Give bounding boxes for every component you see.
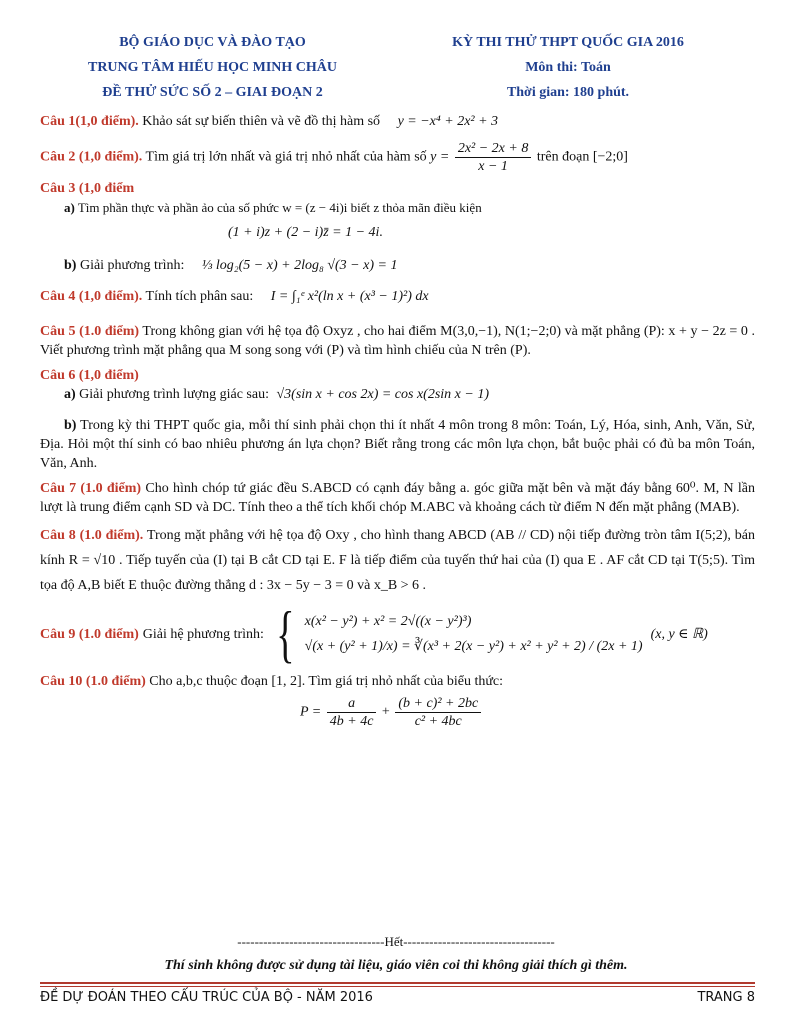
question-8-text: Trong mặt phẳng với hệ tọa độ Oxy , cho hình thang ABCD (AB // CD) nội tiếp đường tròn tâm I(5;2), bán kính R = √10 . Tiếp tuyến của (I) tại B cắt CD tại E. F là tiếp điểm của tuyến thứ hai của (I) qua E . AF cắt CD tại T(5;5). Tìm tọa độ A,B biết E thuộc đường thẳng d : 3x − 5y − 3 = 0 và x_B > 6 .: [40, 528, 755, 593]
question-6a-text: Giải phương trình lượng giác sau:: [79, 387, 269, 402]
ministry-name: BỘ GIÁO DỤC VÀ ĐÀO TẠO: [119, 35, 306, 50]
question-3a-text: Tìm phần thực và phần ảo của số phức w = (z − 4i)i biết z thỏa mãn điều kiện: [77, 200, 482, 215]
fraction-2-denominator: c² + 4bc: [414, 714, 462, 729]
system-equation-2: √(x + (y² + 1)/x) = ∛(x³ + 2(x − y²) + x² + y² + 2) / (2x + 1): [304, 639, 643, 654]
exam-note: Thí sinh không được sử dụng tài liệu, giáo viên coi thi không giải thích gì thêm.: [164, 958, 628, 973]
question-10-eq-lhs: P =: [300, 704, 322, 720]
system-equation-1: x(x² − y²) + x² = 2√((x − y²)³): [304, 614, 472, 629]
question-7: [40, 479, 755, 517]
question-1-equation: y = −x⁴ + 2x² + 3: [397, 114, 499, 129]
question-6: [40, 366, 755, 473]
fraction-2-numerator: (b + c)² + 2bc: [395, 695, 481, 713]
question-2-tail: trên đoạn [−2;0]: [536, 149, 628, 165]
question-10-text: Cho a,b,c thuộc đoạn [1, 2]. Tìm giá trị nhỏ nhất của biểu thức:: [149, 674, 504, 689]
page-number: TRANG 8: [697, 990, 755, 1005]
question-3a-equation: (1 + i)z + (2 − i)z̄ = 1 − 4i.: [228, 225, 383, 240]
end-marker: ----------------------------------Hết-----------------------------------: [237, 934, 555, 949]
question-3-label: Câu 3 (1,0 điểm: [40, 181, 135, 196]
question-3: [40, 179, 755, 275]
fraction-1-denominator: 4b + 4c: [329, 714, 374, 729]
fraction-1-numerator: a: [327, 695, 377, 713]
question-6a-equation: √3(sin x + cos 2x) = cos x(2sin x − 1): [276, 387, 489, 402]
question-10-fraction-2: [395, 695, 481, 730]
question-8-label: Câu 8 (1.0 điểm).: [40, 528, 144, 543]
question-6-label: Câu 6 (1,0 điểm): [40, 368, 139, 383]
footer-title: ĐỀ DỰ ĐOÁN THEO CẤU TRÚC CỦA BỘ - NĂM 2016: [40, 990, 373, 1005]
question-2: [40, 140, 755, 175]
question-7-text: Cho hình chóp tứ giác đều S.ABCD có cạnh đáy bằng a. góc giữa mặt bên và mặt đáy bằng 60⁰. M, N lần lượt là trung điểm cạnh SD và DC. Tính theo a thể tích khối chóp M.ABC và khoảng cách từ điểm N đến mặt phẳng (MAB).: [40, 481, 756, 515]
equation-system: [305, 606, 643, 662]
question-4-label: Câu 4 (1,0 điểm).: [40, 289, 143, 304]
header-left: [40, 30, 385, 105]
question-2-denominator: x − 1: [478, 159, 508, 174]
question-4-text: Tính tích phân sau:: [145, 289, 254, 304]
exam-content: [40, 112, 755, 732]
system-brace: {: [276, 598, 295, 669]
question-6b-label: b): [64, 418, 77, 433]
question-5: [40, 322, 755, 360]
question-6b: [40, 416, 755, 473]
question-4: [40, 287, 755, 306]
question-1: [40, 112, 755, 131]
question-1-text: Khảo sát sự biến thiên và vẽ đồ thị hàm số: [142, 114, 381, 129]
question-2-label: Câu 2 (1,0 điểm).: [40, 149, 143, 165]
question-7-label: Câu 7 (1.0 điểm): [40, 481, 142, 496]
center-name: TRUNG TÂM HIẾU HỌC MINH CHÂU: [87, 60, 338, 75]
question-9-text: Giải hệ phương trình:: [142, 626, 264, 642]
duration: Thời gian: 180 phút.: [506, 85, 630, 100]
question-2-fraction: [455, 140, 532, 175]
question-10-label: Câu 10 (1.0 điểm): [40, 674, 146, 689]
exam-title: KỲ THI THỬ THPT QUỐC GIA 2016: [452, 35, 684, 50]
question-3b: [64, 256, 755, 275]
question-1-label: Câu 1(1,0 điểm).: [40, 114, 139, 129]
question-3b-label: b): [64, 258, 77, 273]
question-9-label: Câu 9 (1.0 điểm): [40, 626, 139, 642]
question-6a-label: a): [64, 387, 76, 402]
question-3a-label: a): [64, 200, 75, 215]
question-3b-equation: ⅓ log₂(5 − x) + 2log₈ √(3 − x) = 1: [201, 258, 398, 273]
footer-divider: [40, 982, 755, 987]
question-8: [40, 523, 755, 598]
question-10: [40, 672, 755, 730]
question-5-label: Câu 5 (1.0 điểm): [40, 324, 140, 339]
question-5-text: Trong không gian với hệ tọa độ Oxyz , cho hai điểm M(3,0,−1), N(1;−2;0) và mặt phẳng (P): x + y − 2z = 0 . Viết phương trình mặt phẳng qua M song song với (P) và tìm hình chiếu của N trên (P).: [40, 324, 755, 358]
question-2-text: Tìm giá trị lớn nhất và giá trị nhỏ nhất của hàm số: [145, 149, 427, 165]
question-6a: [64, 385, 755, 404]
question-3b-text: Giải phương trình:: [79, 258, 185, 273]
question-4-equation: I = ∫₁ᵉ x²(ln x + (x³ − 1)²) dx: [270, 289, 429, 304]
subject: Môn thi: Toán: [525, 60, 611, 75]
question-10-expression: P = $\frac{a}{4b + 4c}$ + $\frac{\text{(b + c)² + 2bc}}{\text{c² + 4bc}}$: [300, 695, 755, 730]
question-9-domain: (x, y ∈ ℝ): [650, 626, 708, 642]
question-2-numerator: 2x² − 2x + 8: [455, 140, 532, 158]
question-10-fraction-1: [327, 695, 377, 730]
question-6b-text: Trong kỳ thi THPT quốc gia, mỗi thí sinh phải chọn thi ít nhất 4 môn trong 8 môn: Toán, Lý, Hóa, sinh, Anh, Văn, Sử, Địa. Hỏi một thí sinh có bao nhiêu phương án lựa chọn? Biết rằng trong các môn lựa chọn, bắt buộc phải có đủ ba môn Toán, Văn, Anh.: [40, 418, 755, 471]
question-2-eq-lhs: y =: [430, 149, 450, 165]
exam-code: ĐỀ THỬ SỨC SỐ 2 – GIAI ĐOẠN 2: [102, 85, 323, 100]
header-right: [408, 30, 728, 105]
question-3a: [64, 198, 755, 217]
question-9: [40, 598, 755, 669]
